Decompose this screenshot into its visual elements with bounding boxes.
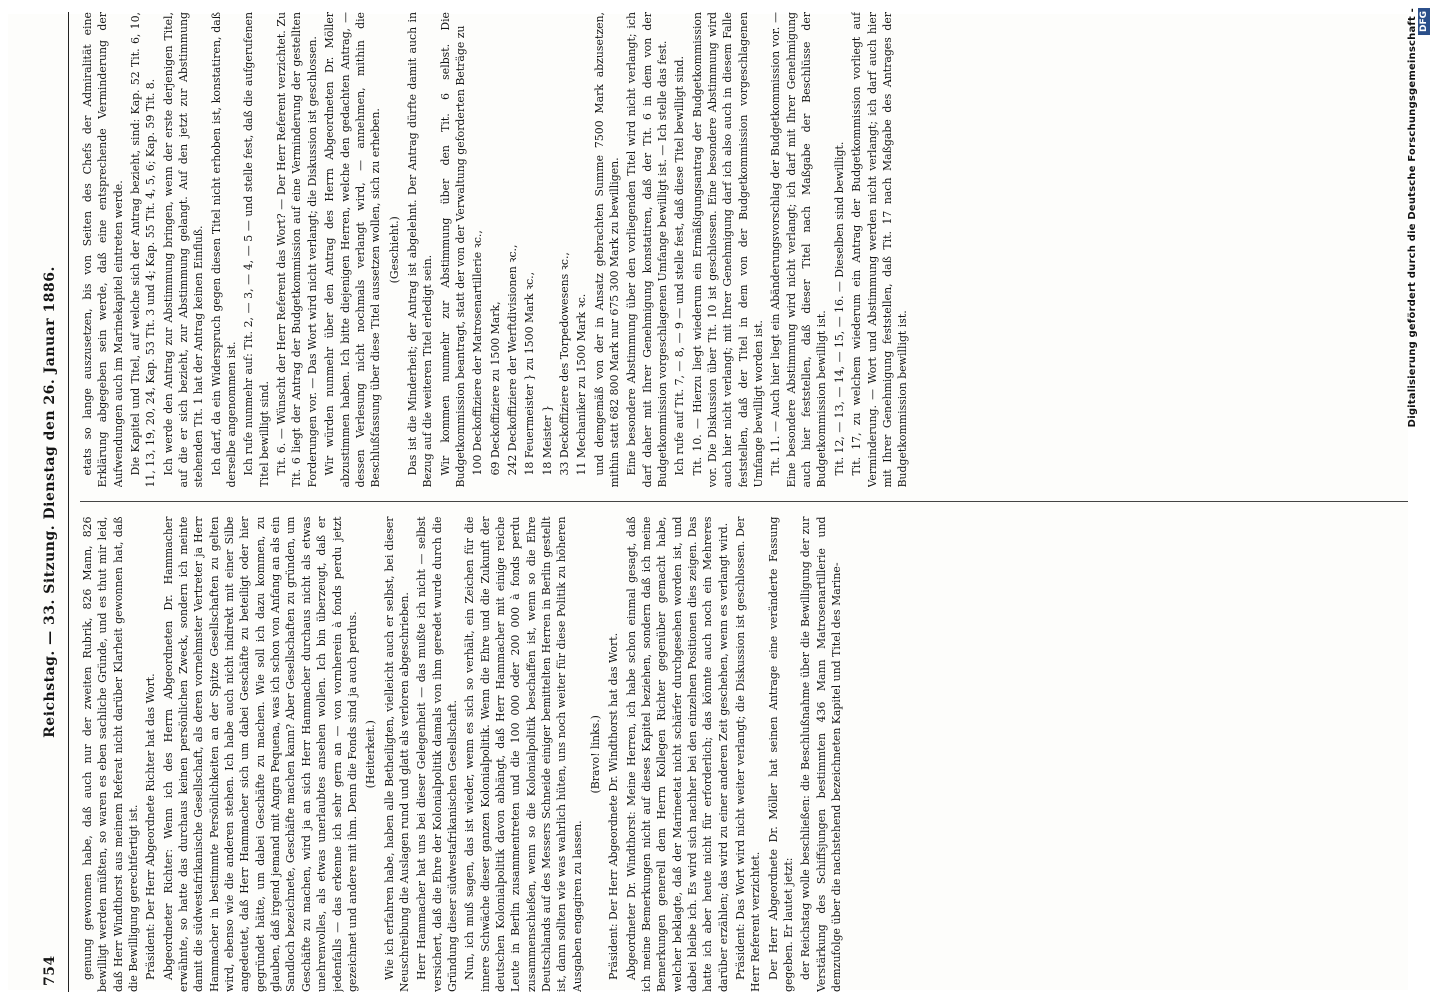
paragraph: Ich werde den Antrag zur Abstimmung bringen, wenn der erste derjenigen Titel, auf die er sich bezieht, zur Abstimmung gelangt. Auf den jetzt zur Abstimmung stehenden Tit. 1 hat der Antrag keinen Einfluß. xyxy=(161,12,206,488)
dfg-logo: DFG xyxy=(1418,8,1430,35)
paragraph: Abgeordneter Richter: Wenn ich des Herrn Abgeordneten Dr. Hammacher erwähnte, so hatte das durchaus keinen persönlichen Zweck, sondern ich meinte damit die südwestafrikanische Gesellschaft, als deren vornehmster Vertreter ja Herr Hammacher in bestimmte Persönlichkeiten an der Spitze Gesellschaften zu gelten wird, ebenso wie die anderen stehen. Ich habe auch nicht indirekt mit einer Silbe angedeutet, daß Herr Hammacher sich um dabei Geschäfte zu beteiligt oder hier gegründet hätte, um dabei Geschäfte zu machen. Wie soll ich dazu kommen, zu glauben, daß irgend jemand mit Angra Pequena, was ich schon von Anfang an als ein Sandloch bezeichnete, Geschäfte machen kann? Aber Gesellschaften zu gründen, um Geschäfte zu machen, wird ja an sich Herr Hammacher durchaus nicht als etwas unehrenvolles, als etwas unerlaubtes ansehen wollen. Ich bin überzeugt, daß er jedenfalls — das erkenne ich sehr gern an — von vornherein à fonds perdu jetzt gezeichnet und andere mit ihm. Denn die Fonds sind ja auch perdus. xyxy=(161,516,359,992)
page-header xyxy=(28,12,69,992)
paragraph: Der Herr Abgeordnete Dr. Möller hat seinen Antrage eine veränderte Fassung gegeben. Er lautet jetzt: xyxy=(766,516,796,992)
paragraph: Tit. 6. — Wünscht der Herr Referent das Wort? — Der Herr Referent verzichtet. Zu Tit. 6 liegt der Antrag der Budgetkommission auf eine Verminderung der gestellten Forderungen vor. — Das Wort wird nicht verlangt; die Diskussion ist geschlossen. xyxy=(275,12,319,488)
paragraph: Die Kapitel und Titel, auf welche sich der Antrag bezieht, sind: Kap. 52 Tit. 6, 10, 11, 13, 19, 20, 24, Kap. 53 Tit. 3 und 4; Kap. 55 Tit. 4, 5, 6; Kap. 59 Tit. 8. xyxy=(129,12,158,488)
digitization-credit xyxy=(1408,8,1428,988)
paragraph: der Reichstag wolle beschließen: die Beschlußnahme über die Bewilligung der zur Verstärkung des Schiffsjungen bestimmten 436 Mann Matrosenartillerie und demzufolge über die nachstehend bezeichneten Kapitel und Titel des Marine- xyxy=(799,516,844,992)
paragraph: Ich rufe auf Tit. 7, — 8, — 9 — und stelle fest, daß diese Titel bewilligt sind. xyxy=(673,56,687,476)
paragraph: und demgemäß von der in Ansatz gebrachten Summe 7500 Mark abzusetzen, mithin statt 682 800 Mark nur 675 300 Mark zu bewilligen. xyxy=(592,12,621,488)
paragraph: 69 Deckoffiziere zu 1500 Mark, xyxy=(488,301,502,476)
paragraph: Nun, ich muß sagen, das ist wieder, wenn es sich so verhält, ein Zeichen für die innere Schwäche dieser ganzen Kolonialpolitik. Wenn die Ehre und die Zukunft der deutschen Kolonialpolitik davon abhängt, daß Herr Hammacher mit einige reiche Leute in Berlin zusammentreten und die 100 000 oder 200 000 à fonds perdu zusammenschießen, wenn so die Kolonialpolitik beschaffen ist, wenn so die Ehre Deutschlands auf des Messers Schneide einiger bemittelten Herren in Berlin gestellt ist, dann sollten wie was wahrlich hüten, uns noch weiter für diese Politik zu höheren Ausgaben engagiren zu lassen. xyxy=(463,516,584,992)
paragraph: Tit. 10. — Hierzu liegt wiederum ein Ermäßigungsantrag der Budgetkommission vor. Die Diskussion über Tit. 10 ist geschlossen. Eine besondere Abstimmung wird auch hier nicht verlangt; mit Ihrer Genehmigung darf ich also auch in diesem Falle feststellen, daß der Titel in dem von der Budgetkommission vorgeschlagenen Umfange bewilligt worden ist. xyxy=(690,12,766,488)
paragraph: 18 Meister } xyxy=(540,405,554,476)
credit-text: Digitalisierung gefördert durch die Deutsche Forschungsgemeinschaft - xyxy=(1406,8,1418,428)
paragraph: Ich darf, da ein Widerspruch gegen diesen Titel nicht erhoben ist, konstatiren, daß derselbe angenommen ist. xyxy=(209,12,239,488)
paragraph: Wir kommen nunmehr zur Abstimmung über den Tit. 6 selbst. Die Budgetkommission beantragt, statt der von der Verwaltung geforderten Beträge zu xyxy=(438,12,467,488)
paragraph: 100 Deckoffiziere der Matrosenartillerie ꝛc., xyxy=(471,230,485,476)
scanned-page xyxy=(8,14,1408,990)
paragraph: Tit. 11. — Auch hier liegt ein Abänderungsvorschlag der Budgetkommission vor. — Eine besondere Abstimmung wird nicht verlangt; ich darf mit Ihrer Genehmigung auch hier feststellen, daß dieser Titel nach Maßgabe der Beschlüsse der Budgetkommission bewilligt ist. xyxy=(769,12,829,488)
paragraph: Das ist die Minderheit; der Antrag ist abgelehnt. Der Antrag dürfte damit auch in Bezug auf die weiteren Titel erledigt sein. xyxy=(405,12,435,488)
paragraph: Herr Hammacher hat uns bei dieser Gelegenheit — das mußte ich nicht — selbst versichert, daß die Ehre der Kolonialpolitik damals von ihm geredet wurde durch die Gründung dieser südwestafrikanischen Gesellschaft. xyxy=(415,516,459,992)
column-left xyxy=(80,517,1408,993)
paragraph: 242 Deckoffiziere der Werftdivisionen ꝛc., xyxy=(505,244,519,476)
paragraph: Präsident: Das Wort wird nicht weiter verlangt; die Diskussion ist geschlossen. Der Herr Referent verzichtet. xyxy=(734,516,763,992)
column-divider xyxy=(80,502,1408,503)
paragraph: genung gewonnen habe, daß auch nur der zweiten Rubrik, 826 Mann, 826 bewilligt werden müßten, so waren es eben sachliche Gründe, und es thut mir leid, daß Herr Windthorst aus meinem Referat nicht darüber Klarheit gewonnen hat, daß die Bewilligung gerechtfertigt ist. xyxy=(81,516,141,992)
page-number: 754 xyxy=(42,955,58,986)
text-columns xyxy=(80,12,1408,992)
column-right xyxy=(80,12,1408,488)
paragraph: 11 Mechaniker zu 1500 Mark ꝛc. xyxy=(575,293,589,476)
rotated-page-content xyxy=(28,12,1408,992)
paragraph: 18 Feuermeister } zu 1500 Mark ꝛc., xyxy=(523,271,537,476)
paragraph: (Geschieht.) xyxy=(387,216,401,284)
paragraph: Wie ich erfahren habe, haben alle Betheiligten, vielleicht auch er selbst, bei dieser Neuschreibung die Auslagen rund und glatt als verloren abgeschrieben. xyxy=(382,516,411,992)
paragraph: Präsident: Der Herr Abgeordnete Richter hat das Wort. xyxy=(144,673,158,980)
paragraph: Wir würden nunmehr über den Antrag des Herrn Abgeordneten Dr. Möller abzustimmen haben. Ich bitte diejenigen Herren, welche den gedachten Antrag, — dessen Verlesung nicht nochmals verlangt wird, — annehmen, mithin die Beschlußfassung über diese Titel aussetzen wollen, sich zu erheben. xyxy=(323,12,383,488)
paragraph: Tit. 17, zu welchem wiederum ein Antrag der Budgetkommission vorliegt auf Verminderung. — Wort und Abstimmung werden nicht verlangt; ich darf auch hier mit Ihrer Genehmigung feststellen, daß Tit. 17 nach Maßgabe des Antrages der Budgetkommission bewilligt ist. xyxy=(850,12,910,488)
running-head: Reichstag. — 33. Sitzung. Dienstag den 26. Januar 1886. xyxy=(42,266,58,738)
paragraph: Tit. 12, — 13, — 14, — 15, — 16. — Dieselben sind bewilligt. xyxy=(832,141,846,476)
paragraph: Eine besondere Abstimmung über den vorliegenden Titel wird nicht verlangt; ich darf daher mit Ihrer Genehmigung konstatiren, daß der Tit. 6 in dem von der Budgetkommission vorgeschlagenen Umfange bewilligt ist. — Ich stelle das fest. xyxy=(625,12,670,488)
paragraph: etats so lange auszusetzen, bis von Seiten des Chefs der Admiralität eine Erklärung abgegeben sein werde, daß eine entsprechende Verminderung der Aufwendungen auch im Marinekapitel eintreten werde. xyxy=(81,12,125,488)
paragraph: 33 Deckoffiziere des Torpedowesens ꝛc., xyxy=(557,252,571,476)
paragraph: Präsident: Der Herr Abgeordnete Dr. Windthorst hat das Wort. xyxy=(607,632,621,980)
paragraph: (Heiterkeit.) xyxy=(364,720,378,789)
paragraph: Ich rufe nunmehr auf: Tit. 2, — 3, — 4, — 5 — und stelle fest, daß die aufgerufenen Titel bewilligt sind. xyxy=(242,12,271,488)
paragraph: Abgeordneter Dr. Windthorst: Meine Herren, ich habe schon einmal gesagt, daß ich meine Bemerkungen nicht auf dieses Kapitel beziehen, sondern daß ich meine Bemerkungen generell dem Herrn Kollegen Richter gegenüber gemacht habe, welcher beklagte, daß der Marineetat nicht schärfer durchgesehen worden ist, und dabei bleibe ich. Es wird sich nachher bei den einzelnen Positionen dies zeigen. Das hatte ich aber heute nicht für erforderlich; das könnte auch noch ein Mehreres darüber erzählen; das wird zu einer anderen Zeit geschehen, wenn es verlangt wird. xyxy=(624,516,730,992)
paragraph: (Bravo! links.) xyxy=(589,715,602,794)
